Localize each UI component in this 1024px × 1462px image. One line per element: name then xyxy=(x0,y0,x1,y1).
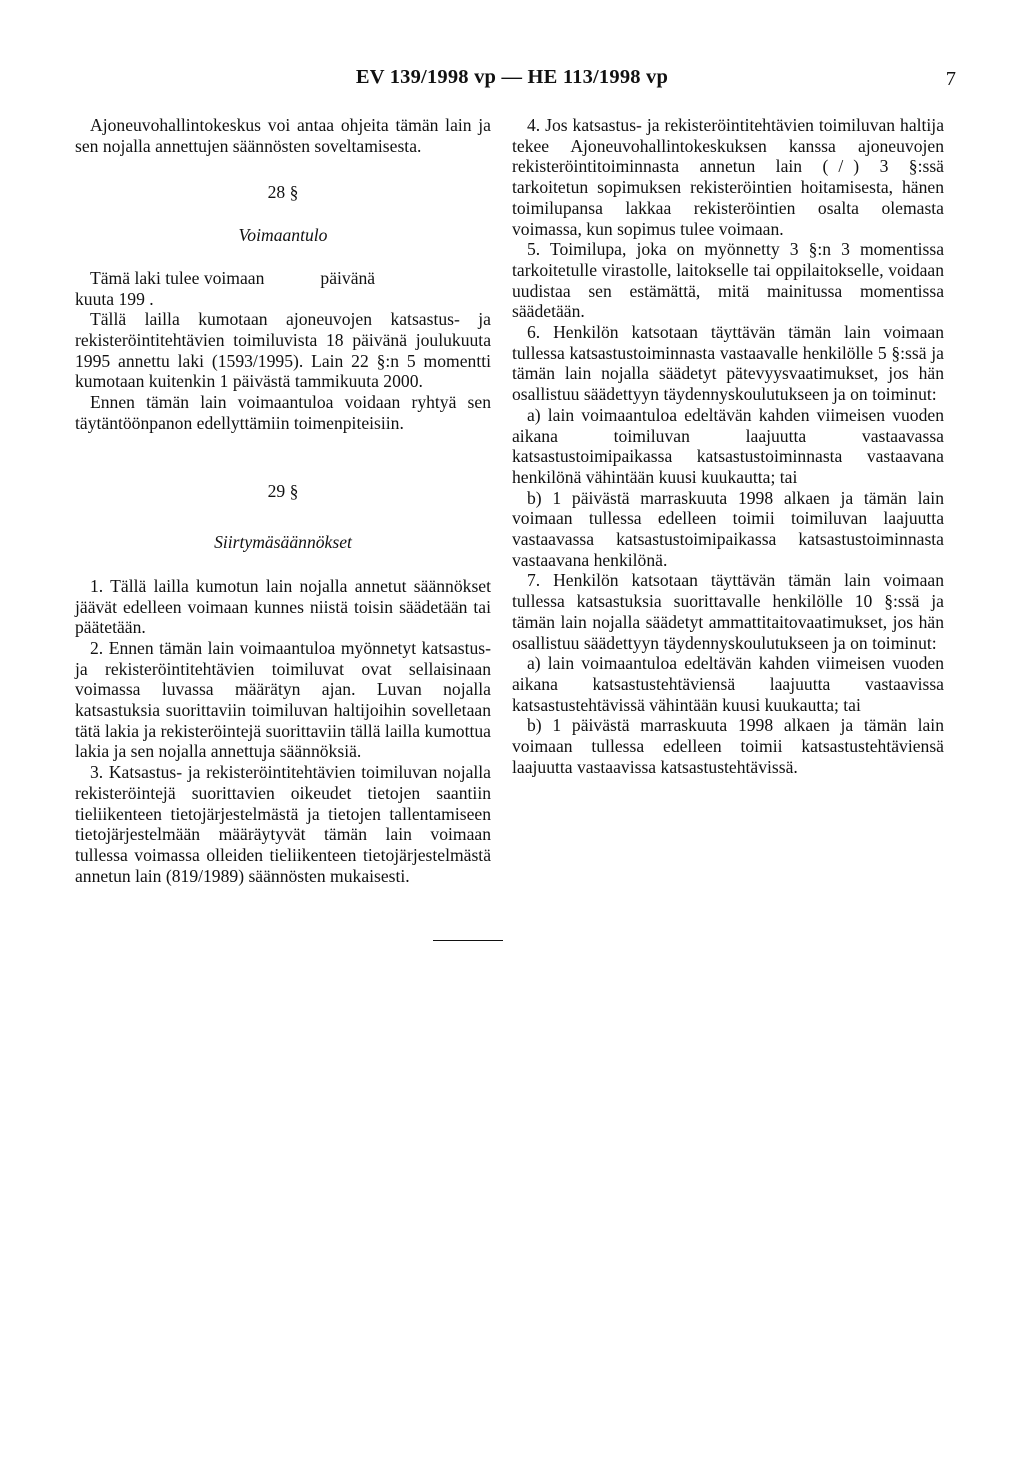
section-28-paragraph-2: Tällä lailla kumotaan ajoneuvojen katsastus- ja rekisteröintitehtävien toimiluvista 18 päivänä joulukuuta 1995 annettu laki (1593/1995). Lain 22 §:n 5 momentti kumotaan kuitenkin 1 päivästä tammikuuta 2000. xyxy=(75,309,491,392)
section-29-number: 29 § xyxy=(267,481,299,502)
s28-p1-part-a: Tämä laki tulee voimaan xyxy=(90,267,265,288)
p4-slash: / xyxy=(838,156,844,177)
page-header xyxy=(0,66,1024,96)
section-29-paragraph-6a: a) lain voimaantuloa edeltävän kahden viimeisen vuoden aikana toimiluvan laajuutta vastaavassa katsastustoimipaikassa katsastustoiminnasta vastaavana henkilönä vähintään kuusi kuukautta; tai xyxy=(512,404,944,487)
section-29-paragraph-7: 7. Henkilön katsotaan täyttävän tämän lain voimaan tullessa katsastuksia suorittavalle henkilölle 10 §:ssä ja tämän lain nojalla säädetyt ammattitaitovaatimukset, jos hän osallistuu säädettyyn täydennyskoulutukseen ja on toiminut: xyxy=(512,570,944,653)
intro-paragraph: Ajoneuvohallintokeskus voi antaa ohjeita tämän lain ja sen nojalla annettujen säännösten soveltamisesta. xyxy=(75,115,491,156)
section-28-paragraph-1 xyxy=(75,268,491,309)
section-29-paragraph-6: 6. Henkilön katsotaan täyttävän tämän lain voimaan tullessa katsastustoiminnasta vastaavalle henkilölle 5 §:ssä ja tämän lain nojalla säädetyt pätevyysvaatimukset, jos hän osallistuu säädettyyn täydennyskoulutukseen ja on toiminut: xyxy=(512,322,944,405)
document-reference: EV 139/1998 vp — HE 113/1998 vp xyxy=(355,66,669,88)
section-28-title: Voimaantulo xyxy=(238,225,328,246)
section-29-paragraph-2: 2. Ennen tämän lain voimaantuloa myönnetyt katsastus- ja rekisteröintitehtävien toimiluvat ovat sellaisinaan voimassa luvassa määrätyn ajan. Luvan nojalla katsastuksia suorittaviin toimiluvan haltijoihin sovelletaan tätä lakia ja rekisteröintejä suorittaviin tällä lailla kumottua lakia ja sen nojalla annettuja säännöksiä. xyxy=(75,637,491,762)
left-column xyxy=(75,115,491,886)
s28-p1-part-b: päivänä xyxy=(320,267,376,288)
end-rule xyxy=(433,940,503,941)
p4-part-a: 4. Jos katsastus- ja rekisteröintitehtävien toimiluvan haltija tekee Ajoneuvohallintokeskuksen kanssa ajoneuvojen rekisteröintitoiminnasta annetun lain ( xyxy=(512,115,944,177)
section-29-paragraph-7a: a) lain voimaantuloa edeltävän kahden viimeisen vuoden aikana katsastustehtäviensä laajuutta vastaavissa katsastustehtävissä vähintään kuusi kuukautta; tai xyxy=(512,653,944,715)
p4-part-b: ) 3 §:ssä tarkoitetun sopimuksen rekisteröintien hoitamisesta, hänen toimilupansa lakkaa rekisteröintien osalta olemasta voimassa, kun sopimus tulee voimaan. xyxy=(512,156,944,239)
section-29-paragraph-1: 1. Tällä lailla kumotun lain nojalla annetut säännökset jäävät edelleen voimaan kunnes niistä toisin säädetään tai päätetään. xyxy=(75,575,491,638)
section-29-paragraph-3: 3. Katsastus- ja rekisteröintitehtävien toimiluvan nojalla rekisteröintejä suorittavien oikeudet tietojen saantiin tieliikenteen tietojärjestelmästä ja tietojen tallentamiseen tietojärjestelmään määräytyvät tämän lain voimaan tullessa voimassa olleiden tieliikenteen tietojärjestelmästä annetun lain (819/1989) säännösten mukaisesti. xyxy=(75,762,491,886)
s28-p1-part-c: kuuta 199 . xyxy=(75,288,154,309)
section-28-number: 28 § xyxy=(267,182,299,203)
section-29-title: Siirtymäsäännökset xyxy=(214,532,352,553)
section-29-paragraph-5: 5. Toimilupa, joka on myönnetty 3 §:n 3 momentissa tarkoitetulle virastolle, laitokselle tai oppilaitokselle, voidaan uudistaa sen estämättä, mitä mainitussa momentissa säädetään. xyxy=(512,239,944,322)
section-29-paragraph-6b: b) 1 päivästä marraskuuta 1998 alkaen ja tämän lain voimaan tullessa edelleen toimii toimiluvan laajuutta vastaavassa katsastustoimipaikassa katsastustoiminnasta vastaavana henkilönä. xyxy=(512,487,944,570)
page-number: 7 xyxy=(945,68,956,90)
section-29-paragraph-4 xyxy=(512,115,944,239)
section-29-paragraph-7b: b) 1 päivästä marraskuuta 1998 alkaen ja tämän lain voimaan tullessa edelleen toimii katsastustehtäviensä laajuutta vastaavissa katsastustehtävissä. xyxy=(512,715,944,777)
section-28-paragraph-3: Ennen tämän lain voimaantuloa voidaan ryhtyä sen täytäntöönpanon edellyttämiin toimenpiteisiin. xyxy=(75,392,491,433)
right-column xyxy=(512,115,944,778)
